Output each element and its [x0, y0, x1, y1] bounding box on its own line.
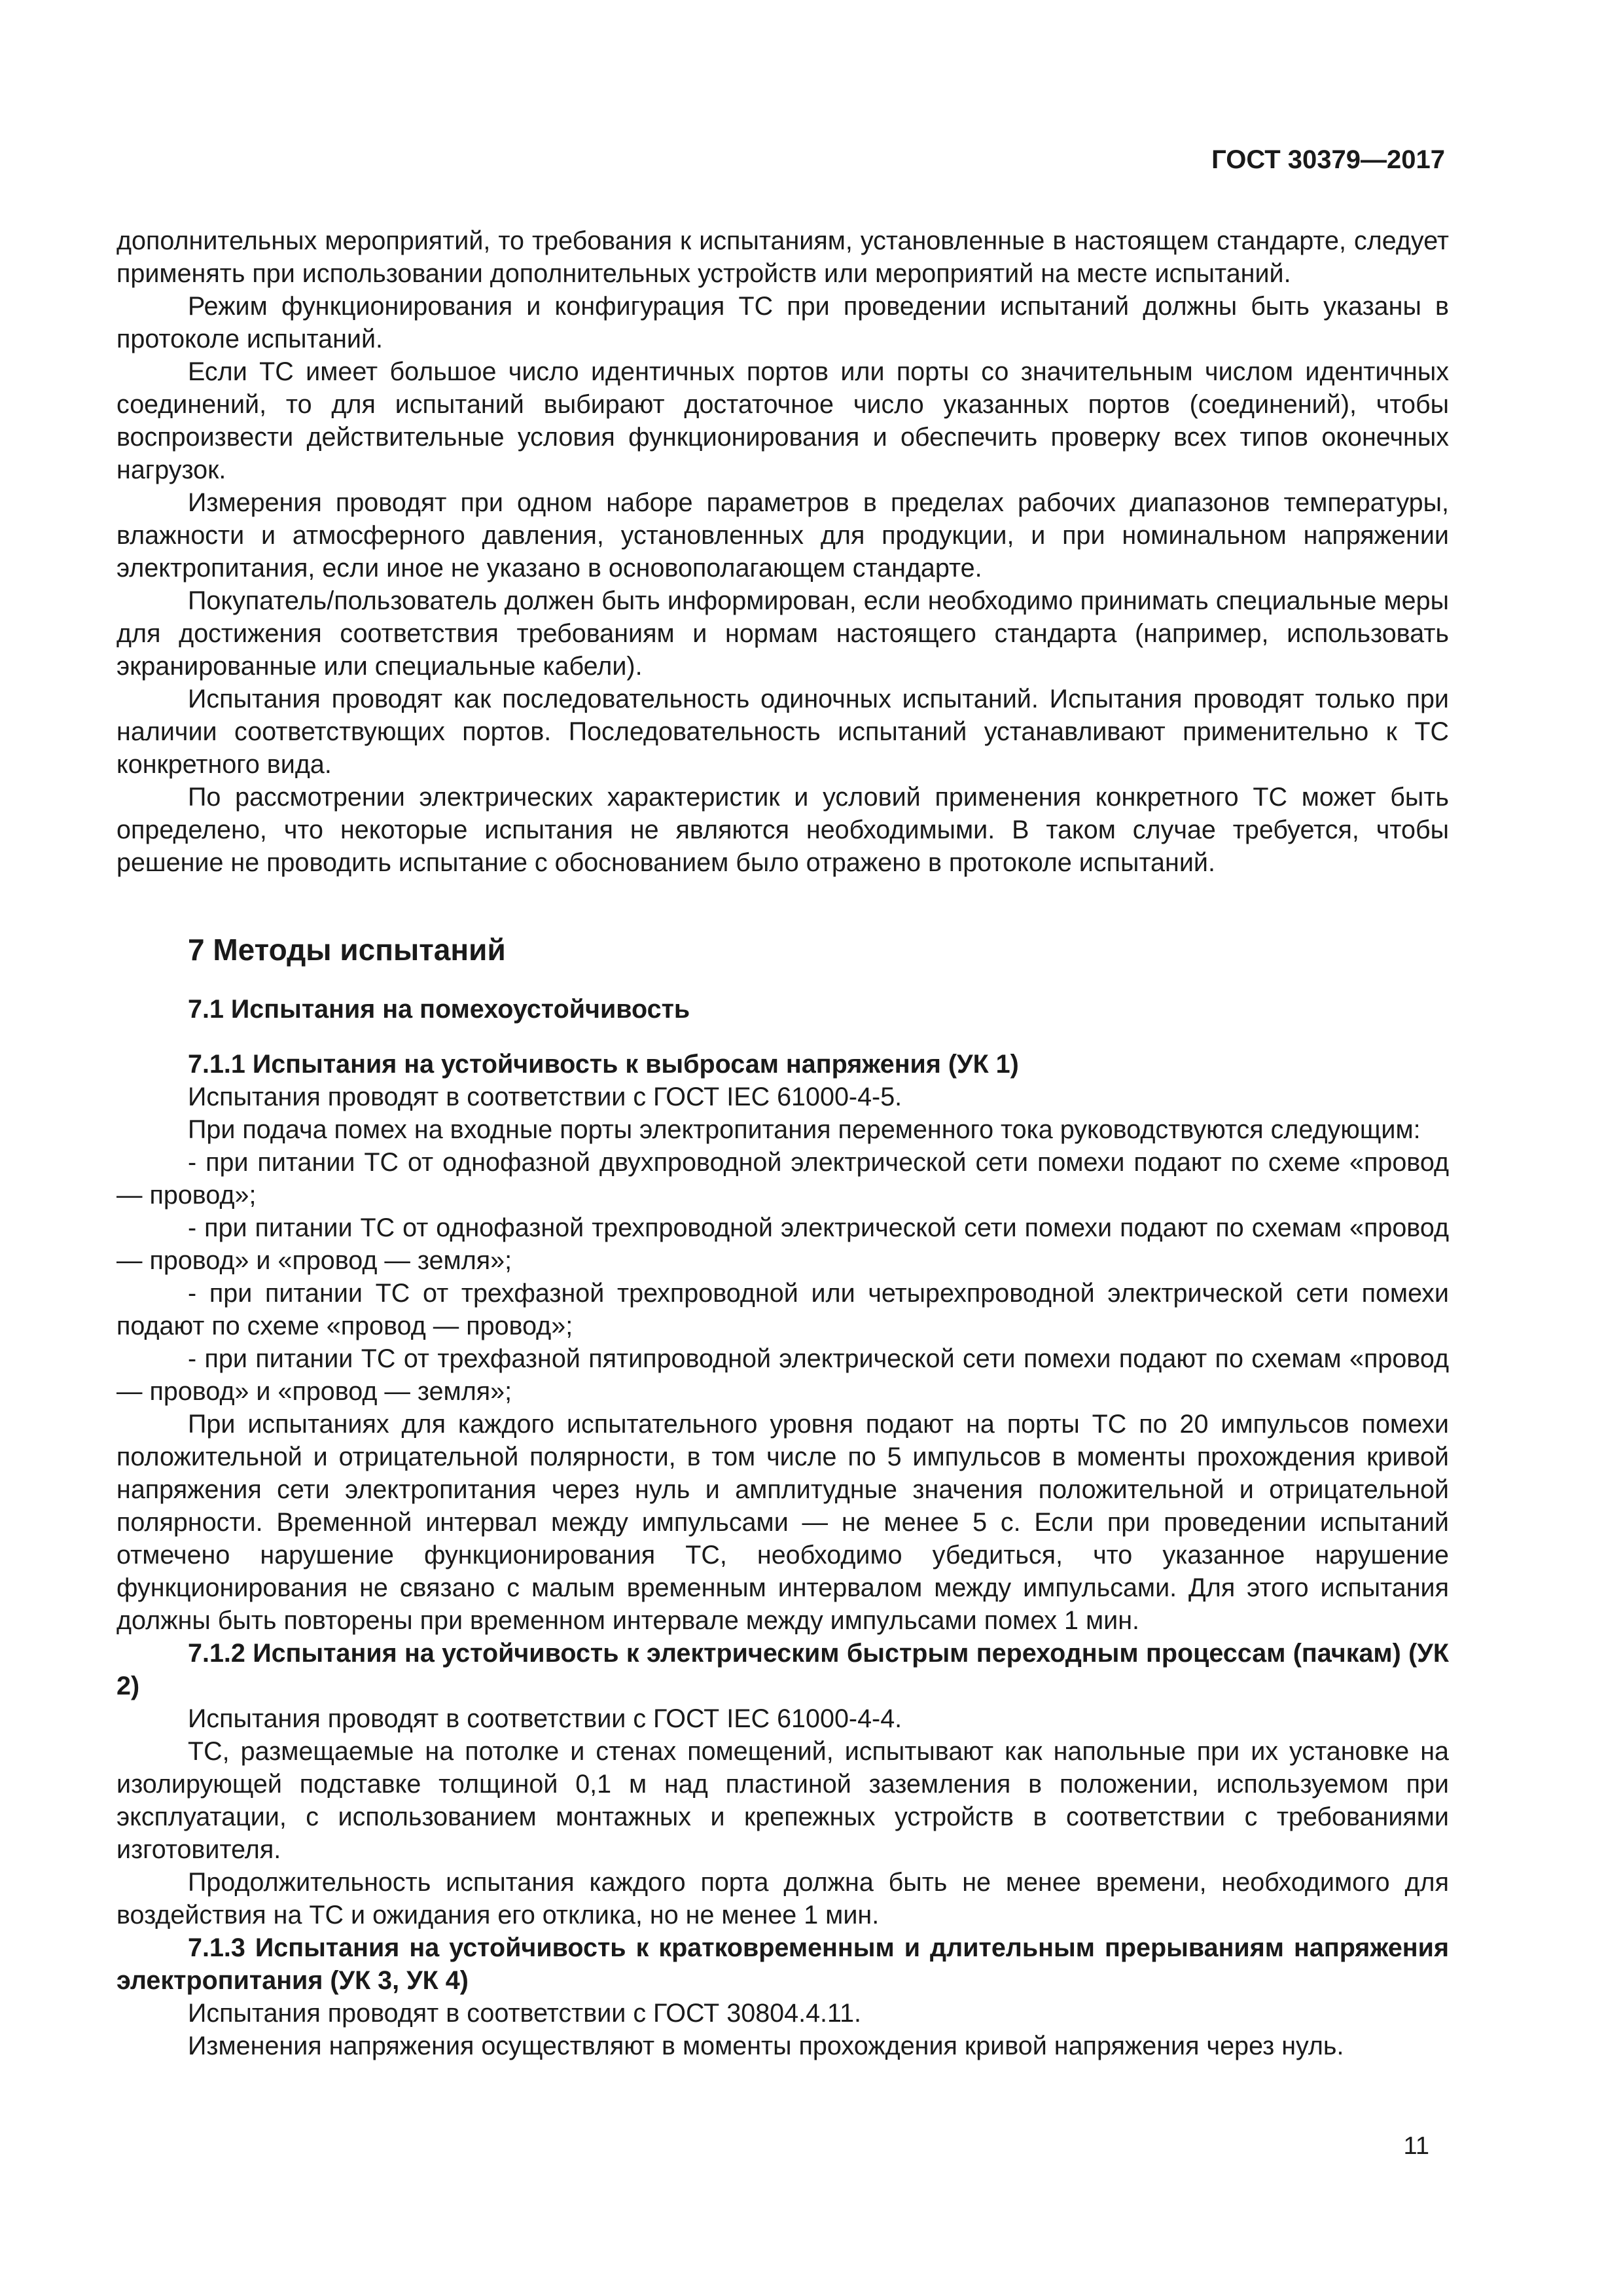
list-item: - при питании ТС от однофазной трехпроводной электрической сети помехи подают по схемам «провод — провод» и «провод — земля»;: [116, 1213, 1449, 1275]
list-item: - при питании ТС от трехфазной трехпроводной или четырехпроводной электрической сети помехи подают по схеме «провод — провод»;: [116, 1279, 1449, 1340]
paragraph: Если ТС имеет большое число идентичных портов или порты со значительным числом идентичных соединений, то для испытаний выбирают достаточное число указанных портов (соединений), чтобы воспроизвести действительные условия функционирования и обеспечить проверку всех типов оконечных нагрузок.: [116, 357, 1449, 484]
section-7-1-2-heading: 7.1.2 Испытания на устойчивость к электрическим быстрым переходным процессам (пачкам) (УК 2): [116, 1639, 1449, 1700]
page-body: [116, 224, 1449, 2062]
paragraph: Режим функционирования и конфигурация ТС при проведении испытаний должны быть указаны в протоколе испытаний.: [116, 292, 1449, 353]
section-7-1-3-heading: 7.1.3 Испытания на устойчивость к кратковременным и длительным прерываниям напряжения электропитания (УК 3, УК 4): [116, 1933, 1449, 1995]
paragraph: дополнительных мероприятий, то требования к испытаниям, установленные в настоящем стандарте, следует применять при использовании дополнительных устройств или мероприятий на месте испытаний.: [116, 226, 1449, 288]
paragraph: При испытаниях для каждого испытательного уровня подают на порты ТС по 20 импульсов помехи положительной и отрицательной полярности, в том числе по 5 импульсов в моменты прохождения кривой напряжения сети электропитания через нуль и амплитудные значения положительной и отрицательной полярности. Временной интервал между импульсами — не менее 5 с. Если при проведении испытаний отмечено нарушение функционирования ТС, необходимо убедиться, что указанное нарушение функционирования не связано с малым временным интервалом между импульсами. Для этого испытания должны быть повторены при временном интервале между импульсами помех 1 мин.: [116, 1410, 1449, 1635]
paragraph: Испытания проводят как последовательность одиночных испытаний. Испытания проводят только при наличии соответствующих портов. Последовательность испытаний устанавливают применительно к ТС конкретного вида.: [116, 685, 1449, 779]
page-number: 11: [1403, 2132, 1429, 2160]
paragraph: Испытания проводят в соответствии с ГОСТ 30804.4.11.: [188, 1999, 862, 2028]
paragraph: Продолжительность испытания каждого порта должна быть не менее времени, необходимого для воздействия на ТС и ожидания его отклика, но не менее 1 мин.: [116, 1868, 1449, 1929]
paragraph: Испытания проводят в соответствии с ГОСТ IEC 61000-4-4.: [188, 1704, 902, 1733]
section-7-heading: 7 Методы испытаний: [188, 933, 506, 967]
paragraph: Измерения проводят при одном наборе параметров в пределах рабочих диапазонов температуры, влажности и атмосферного давления, установленных для продукции, и при номинальном напряжении электропитания, если иное не указано в основополагающем стандарте.: [116, 488, 1449, 583]
document-header: ГОСТ 30379—2017: [1211, 145, 1445, 174]
paragraph: Испытания проводят в соответствии с ГОСТ IEC 61000-4-5.: [188, 1083, 902, 1111]
paragraph: Покупатель/пользователь должен быть информирован, если необходимо принимать специальные меры для достижения соответствия требованиям и нормам настоящего стандарта (например, использовать экранированные или специальные кабели).: [116, 586, 1449, 681]
paragraph: Изменения напряжения осуществляют в моменты прохождения кривой напряжения через нуль.: [188, 2032, 1344, 2060]
paragraph: При подача помех на входные порты электропитания переменного тока руководствуются следующим:: [188, 1115, 1421, 1144]
list-item: - при питании ТС от однофазной двухпроводной электрической сети помехи подают по схеме «провод — провод»;: [116, 1148, 1449, 1210]
paragraph: По рассмотрении электрических характеристик и условий применения конкретного ТС может быть определено, что некоторые испытания не являются необходимыми. В таком случае требуется, чтобы решение не проводить испытание с обоснованием было отражено в протоколе испытаний.: [116, 783, 1449, 877]
section-7-1-heading: 7.1 Испытания на помехоустойчивость: [188, 995, 690, 1024]
list-item: - при питании ТС от трехфазной пятипроводной электрической сети помехи подают по схемам «провод — провод» и «провод — земля»;: [116, 1344, 1449, 1406]
section-7-1-1-heading: 7.1.1 Испытания на устойчивость к выбросам напряжения (УК 1): [188, 1050, 1019, 1079]
paragraph: ТС, размещаемые на потолке и стенах помещений, испытывают как напольные при их установке на изолирующей подставке толщиной 0,1 м над пластиной заземления в положении, используемом при эксплуатации, с использованием монтажных и крепежных устройств в соответствии с требованиями изготовителя.: [116, 1737, 1449, 1864]
